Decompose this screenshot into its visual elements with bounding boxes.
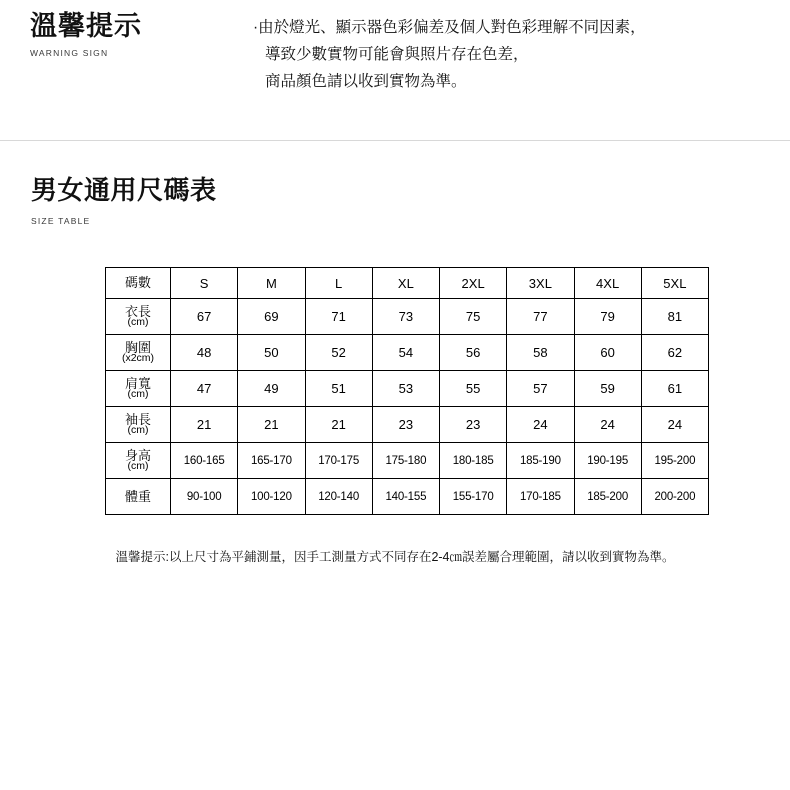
column-header-m: M — [238, 268, 305, 299]
size-table-wrapper — [105, 267, 709, 515]
cell-value: 90-100 — [171, 479, 238, 515]
cell-value: 60 — [574, 335, 641, 371]
cell-value: 53 — [372, 371, 439, 407]
table-row — [106, 479, 709, 515]
cell-value: 71 — [305, 299, 372, 335]
section-divider — [0, 140, 790, 141]
row-label-length — [106, 299, 171, 335]
cell-value: 170-175 — [305, 443, 372, 479]
row-label-line2: (cm) — [127, 316, 149, 329]
size-title-en: SIZE TABLE — [31, 216, 91, 226]
column-header-4xl: 4XL — [574, 268, 641, 299]
warning-title-cn: 溫馨提示 — [30, 11, 142, 41]
row-label-height — [106, 443, 171, 479]
cell-value: 48 — [171, 335, 238, 371]
size-table — [105, 267, 709, 515]
row-label-line2: (cm) — [127, 424, 149, 437]
warning-title-group — [30, 12, 230, 58]
cell-value: 185-200 — [574, 479, 641, 515]
cell-value: 75 — [440, 299, 507, 335]
size-title-cn: 男女通用尺碼表 — [31, 175, 217, 205]
cell-value: 54 — [372, 335, 439, 371]
cell-value: 200-200 — [641, 479, 708, 515]
cell-value: 175-180 — [372, 443, 439, 479]
cell-value: 180-185 — [440, 443, 507, 479]
cell-value: 52 — [305, 335, 372, 371]
cell-value: 58 — [507, 335, 574, 371]
row-label-line2: (cm) — [127, 388, 149, 401]
warning-text-lines — [253, 14, 773, 95]
row-label-line1: 衣長 — [124, 304, 151, 320]
table-row — [106, 371, 709, 407]
row-label-line1: 肩寬 — [124, 376, 151, 392]
cell-value: 100-120 — [238, 479, 305, 515]
row-header-label: 碼數 — [106, 268, 171, 299]
cell-value: 21 — [305, 407, 372, 443]
cell-value: 56 — [440, 335, 507, 371]
row-label-sleeve — [106, 407, 171, 443]
cell-value: 24 — [507, 407, 574, 443]
cell-value: 79 — [574, 299, 641, 335]
row-label-line1: 體重 — [124, 488, 151, 504]
column-header-5xl: 5XL — [641, 268, 708, 299]
cell-value: 23 — [440, 407, 507, 443]
warning-notice-block — [0, 0, 790, 140]
cell-value: 24 — [574, 407, 641, 443]
table-row — [106, 443, 709, 479]
cell-value: 77 — [507, 299, 574, 335]
column-header-xl: XL — [372, 268, 439, 299]
cell-value: 160-165 — [171, 443, 238, 479]
cell-value: 73 — [372, 299, 439, 335]
column-header-2xl: 2XL — [440, 268, 507, 299]
row-label-shoulder — [106, 371, 171, 407]
warning-line-2: 導致少數實物可能會與照片存在色差， — [265, 46, 529, 64]
column-header-s: S — [171, 268, 238, 299]
row-label-line2: (cm) — [127, 460, 149, 473]
table-row-header — [106, 268, 709, 299]
warning-line-1: ·由於燈光、顯示器色彩偏差及個人對色彩理解不同因素， — [253, 19, 646, 36]
cell-value: 67 — [171, 299, 238, 335]
cell-value: 81 — [641, 299, 708, 335]
size-table-footnote: 溫馨提示:以上尺寸為平鋪測量，因手工測量方式不同存在2-4㎝誤差屬合理範圍，請以收到實物為準。 — [115, 550, 675, 564]
cell-value: 61 — [641, 371, 708, 407]
row-label-line1: 袖長 — [124, 412, 151, 428]
table-row — [106, 299, 709, 335]
cell-value: 140-155 — [372, 479, 439, 515]
cell-value: 120-140 — [305, 479, 372, 515]
row-label-line2: (x2cm) — [121, 352, 155, 365]
cell-value: 59 — [574, 371, 641, 407]
table-row — [106, 407, 709, 443]
size-table-heading — [31, 170, 217, 226]
row-label-weight — [106, 479, 171, 515]
cell-value: 195-200 — [641, 443, 708, 479]
row-label-line1: 身高 — [124, 448, 151, 464]
column-header-l: L — [305, 268, 372, 299]
column-header-3xl: 3XL — [507, 268, 574, 299]
warning-title-en: WARNING SIGN — [30, 47, 109, 58]
warning-line-3: 商品顏色請以收到實物為準。 — [265, 73, 467, 91]
cell-value: 24 — [641, 407, 708, 443]
cell-value: 69 — [238, 299, 305, 335]
cell-value: 55 — [440, 371, 507, 407]
row-label-chest — [106, 335, 171, 371]
cell-value: 190-195 — [574, 443, 641, 479]
cell-value: 21 — [171, 407, 238, 443]
cell-value: 21 — [238, 407, 305, 443]
cell-value: 185-190 — [507, 443, 574, 479]
table-row — [106, 335, 709, 371]
cell-value: 23 — [372, 407, 439, 443]
cell-value: 51 — [305, 371, 372, 407]
row-label-line1: 胸圍 — [124, 340, 151, 356]
cell-value: 62 — [641, 335, 708, 371]
cell-value: 155-170 — [440, 479, 507, 515]
cell-value: 165-170 — [238, 443, 305, 479]
cell-value: 57 — [507, 371, 574, 407]
cell-value: 49 — [238, 371, 305, 407]
cell-value: 47 — [171, 371, 238, 407]
cell-value: 50 — [238, 335, 305, 371]
cell-value: 170-185 — [507, 479, 574, 515]
